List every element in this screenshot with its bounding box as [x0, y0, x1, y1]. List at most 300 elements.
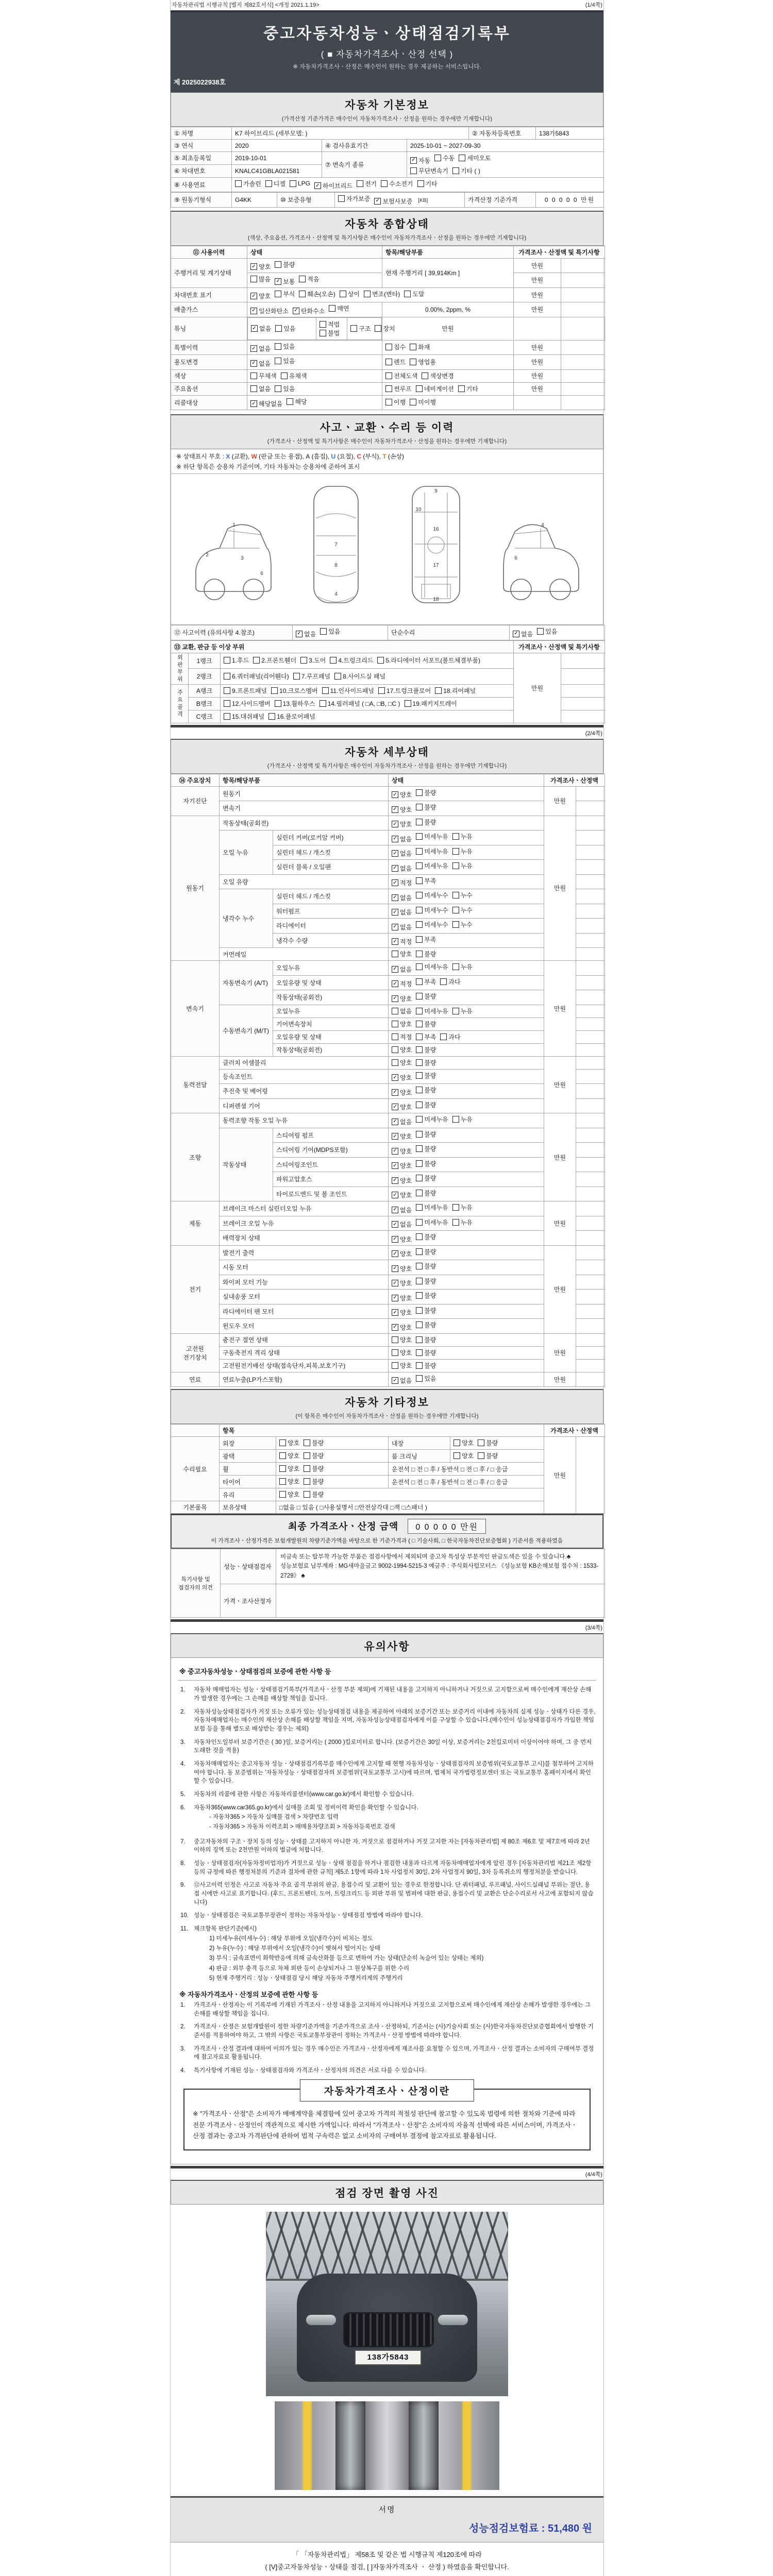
unchecked-box-icon[interactable] — [458, 385, 465, 392]
checkbox-장치[interactable] — [375, 324, 395, 333]
checked-box-icon[interactable]: ✓ — [392, 1148, 398, 1155]
checkbox-기타[interactable] — [417, 179, 438, 188]
unchecked-box-icon[interactable] — [392, 1008, 398, 1014]
unchecked-box-icon[interactable] — [378, 687, 385, 694]
unchecked-box-icon[interactable] — [299, 291, 306, 297]
checkbox-불량[interactable] — [416, 950, 436, 958]
checkbox-적정[interactable] — [392, 1032, 412, 1041]
unchecked-box-icon[interactable] — [416, 1101, 423, 1108]
unchecked-box-icon[interactable] — [392, 1046, 398, 1053]
unchecked-box-icon[interactable] — [350, 325, 357, 332]
unchecked-box-icon[interactable] — [304, 1465, 310, 1472]
unchecked-box-icon[interactable] — [416, 1321, 423, 1328]
checked-box-icon[interactable]: ✓ — [392, 980, 398, 987]
checkbox-있음[interactable] — [537, 627, 557, 636]
checkbox-수소전기[interactable] — [381, 179, 413, 188]
checkbox-불량[interactable] — [416, 1320, 436, 1329]
unchecked-box-icon[interactable] — [478, 1439, 484, 1446]
unchecked-box-icon[interactable] — [392, 1033, 398, 1040]
unchecked-box-icon[interactable] — [410, 399, 416, 405]
unchecked-box-icon[interactable] — [404, 291, 411, 297]
checkbox-불량[interactable] — [416, 1071, 436, 1080]
checkbox-양호[interactable] — [250, 262, 271, 271]
unchecked-box-icon[interactable] — [281, 372, 288, 379]
checkbox-불량[interactable] — [416, 1130, 436, 1139]
unchecked-box-icon[interactable] — [405, 700, 411, 707]
checked-box-icon[interactable]: ✓ — [392, 850, 398, 857]
unchecked-box-icon[interactable] — [392, 1021, 398, 1027]
checkbox-적정[interactable] — [392, 937, 412, 946]
unchecked-box-icon[interactable] — [416, 1087, 423, 1093]
checkbox-양호[interactable] — [392, 1103, 412, 1111]
unchecked-box-icon[interactable] — [452, 892, 459, 899]
checkbox-누유[interactable] — [452, 861, 473, 870]
checked-box-icon[interactable]: ✓ — [392, 879, 398, 886]
checkbox-미세누유[interactable] — [416, 861, 448, 870]
checkbox-적정[interactable] — [392, 878, 412, 887]
unchecked-box-icon[interactable] — [452, 167, 459, 174]
checkbox-8.사이드실 패널[interactable] — [334, 672, 385, 681]
unchecked-box-icon[interactable] — [322, 687, 329, 694]
checkbox-부식[interactable] — [275, 290, 295, 298]
unchecked-box-icon[interactable] — [293, 673, 300, 680]
checkbox-양호[interactable] — [392, 1176, 412, 1185]
checkbox-양호[interactable] — [392, 950, 412, 958]
unchecked-box-icon[interactable] — [452, 1219, 459, 1226]
unchecked-box-icon[interactable] — [364, 291, 371, 297]
checkbox-부족[interactable] — [416, 1032, 436, 1041]
checkbox-있음[interactable] — [275, 384, 295, 393]
checkbox-양호[interactable] — [392, 790, 412, 799]
unchecked-box-icon[interactable] — [416, 819, 423, 825]
unchecked-box-icon[interactable] — [416, 963, 423, 970]
checkbox-불량[interactable] — [416, 1361, 436, 1370]
unchecked-box-icon[interactable] — [279, 1478, 286, 1485]
checked-box-icon[interactable]: ✓ — [392, 1221, 398, 1228]
checkbox-미이행[interactable] — [410, 398, 436, 406]
unchecked-box-icon[interactable] — [416, 921, 423, 928]
checkbox-유채색[interactable] — [281, 371, 307, 380]
checked-box-icon[interactable]: ✓ — [296, 631, 303, 637]
unchecked-box-icon[interactable] — [279, 1491, 286, 1498]
checkbox-없음[interactable] — [392, 849, 412, 858]
checkbox-미세누수[interactable] — [416, 920, 448, 929]
checkbox-불량[interactable] — [304, 1464, 324, 1473]
unchecked-box-icon[interactable] — [275, 700, 281, 707]
checkbox-수동[interactable] — [434, 154, 455, 162]
unchecked-box-icon[interactable] — [392, 1362, 398, 1369]
unchecked-box-icon[interactable] — [416, 1336, 423, 1343]
unchecked-box-icon[interactable] — [416, 1190, 423, 1196]
checkbox-없음[interactable] — [392, 835, 412, 843]
unchecked-box-icon[interactable] — [416, 1307, 423, 1314]
checked-box-icon[interactable]: ✓ — [392, 865, 398, 872]
checkbox-양호[interactable] — [279, 1477, 299, 1486]
checkbox-불량[interactable] — [416, 1277, 436, 1285]
checkbox-해당없음[interactable] — [250, 399, 282, 408]
checkbox-하이브리드[interactable] — [314, 181, 352, 190]
checkbox-디젤[interactable] — [265, 179, 285, 188]
unchecked-box-icon[interactable] — [416, 1131, 423, 1138]
checked-box-icon[interactable]: ✓ — [293, 308, 299, 314]
checkbox-누유[interactable] — [452, 847, 473, 856]
unchecked-box-icon[interactable] — [377, 657, 384, 664]
checkbox-양호[interactable] — [279, 1464, 299, 1473]
unchecked-box-icon[interactable] — [416, 978, 423, 985]
unchecked-box-icon[interactable] — [416, 1033, 423, 1040]
checkbox-불량[interactable] — [416, 1291, 436, 1300]
checked-box-icon[interactable]: ✓ — [392, 1118, 398, 1125]
checkbox-불량[interactable] — [416, 803, 436, 811]
unchecked-box-icon[interactable] — [452, 833, 459, 840]
checkbox-미세누수[interactable] — [416, 891, 448, 900]
unchecked-box-icon[interactable] — [290, 180, 296, 187]
checked-box-icon[interactable]: ✓ — [392, 894, 398, 901]
checkbox-불량[interactable] — [416, 1262, 436, 1270]
unchecked-box-icon[interactable] — [275, 385, 281, 392]
unchecked-box-icon[interactable] — [416, 1059, 423, 1066]
unchecked-box-icon[interactable] — [271, 687, 278, 694]
unchecked-box-icon[interactable] — [320, 628, 327, 635]
checkbox-보험사보증[interactable] — [374, 197, 412, 206]
checkbox-자동[interactable] — [410, 156, 430, 165]
checkbox-이행[interactable] — [385, 398, 406, 406]
checkbox-불량[interactable] — [416, 992, 436, 1001]
unchecked-box-icon[interactable] — [320, 330, 326, 336]
checkbox-부족[interactable] — [416, 935, 436, 944]
unchecked-box-icon[interactable] — [452, 1008, 459, 1014]
checked-box-icon[interactable]: ✓ — [392, 966, 398, 973]
unchecked-box-icon[interactable] — [416, 1263, 423, 1269]
unchecked-box-icon[interactable] — [224, 657, 230, 664]
checkbox-양호[interactable] — [279, 1490, 299, 1499]
checkbox-미세누유[interactable] — [416, 962, 448, 971]
unchecked-box-icon[interactable] — [440, 978, 447, 985]
unchecked-box-icon[interactable] — [416, 1021, 423, 1027]
unchecked-box-icon[interactable] — [304, 1452, 310, 1459]
checkbox-2.프론트휀더[interactable] — [253, 656, 296, 665]
checkbox-전체도색[interactable] — [385, 371, 417, 380]
checked-box-icon[interactable]: ✓ — [392, 1177, 398, 1184]
checkbox-미세누수[interactable] — [416, 906, 448, 914]
checkbox-불량[interactable] — [416, 818, 436, 826]
checkbox-누수[interactable] — [452, 920, 473, 929]
checkbox-화재[interactable] — [410, 343, 430, 351]
checkbox-세미오토[interactable] — [459, 154, 491, 162]
checkbox-없음[interactable] — [392, 923, 412, 931]
checkbox-기타[interactable] — [458, 384, 478, 393]
unchecked-box-icon[interactable] — [416, 1349, 423, 1356]
unchecked-box-icon[interactable] — [320, 321, 326, 328]
checkbox-불량[interactable] — [416, 1045, 436, 1054]
checkbox-없음[interactable] — [392, 864, 412, 873]
checkbox-양호[interactable] — [392, 1132, 412, 1141]
checkbox-누수[interactable] — [452, 891, 473, 900]
checkbox-없음[interactable] — [513, 630, 533, 638]
checkbox-17.트렁크플로어[interactable] — [378, 686, 431, 695]
unchecked-box-icon[interactable] — [275, 291, 281, 297]
unchecked-box-icon[interactable] — [416, 1046, 423, 1053]
checkbox-양호[interactable] — [392, 1058, 412, 1067]
checkbox-미세누유[interactable] — [416, 1203, 448, 1212]
unchecked-box-icon[interactable] — [452, 1204, 459, 1211]
unchecked-box-icon[interactable] — [268, 713, 275, 720]
unchecked-box-icon[interactable] — [392, 1336, 398, 1343]
checked-box-icon[interactable]: ✓ — [392, 1295, 398, 1301]
checkbox-LPG[interactable] — [290, 180, 310, 187]
unchecked-box-icon[interactable] — [381, 180, 388, 187]
unchecked-box-icon[interactable] — [478, 1452, 484, 1459]
unchecked-box-icon[interactable] — [416, 1278, 423, 1284]
checkbox-없음[interactable] — [392, 965, 412, 974]
unchecked-box-icon[interactable] — [385, 399, 392, 405]
unchecked-box-icon[interactable] — [392, 1059, 398, 1066]
checkbox-불량[interactable] — [416, 1189, 436, 1197]
checkbox-영업용[interactable] — [410, 358, 436, 366]
unchecked-box-icon[interactable] — [340, 291, 346, 297]
checkbox-19.패키지트레이[interactable] — [405, 699, 457, 708]
checkbox-양호[interactable] — [392, 1088, 412, 1097]
checked-box-icon[interactable]: ✓ — [392, 1280, 398, 1286]
checkbox-없음[interactable] — [392, 1376, 412, 1385]
checkbox-5.라디에이터 서포트(볼트체결부품)[interactable] — [377, 656, 480, 665]
checkbox-누유[interactable] — [452, 962, 473, 971]
checkbox-불량[interactable] — [304, 1477, 324, 1486]
checkbox-부족[interactable] — [416, 876, 436, 885]
checkbox-도말[interactable] — [404, 290, 424, 298]
checkbox-양호[interactable] — [392, 1191, 412, 1199]
unchecked-box-icon[interactable] — [392, 951, 398, 957]
checkbox-불량[interactable] — [416, 1247, 436, 1256]
checkbox-양호[interactable] — [392, 1249, 412, 1258]
checkbox-양호[interactable] — [392, 1361, 412, 1370]
checked-box-icon[interactable]: ✓ — [392, 836, 398, 842]
unchecked-box-icon[interactable] — [452, 963, 459, 970]
unchecked-box-icon[interactable] — [275, 261, 281, 268]
unchecked-box-icon[interactable] — [224, 687, 230, 694]
checkbox-미세누유[interactable] — [416, 832, 448, 841]
checkbox-색상변경[interactable] — [422, 371, 453, 380]
unchecked-box-icon[interactable] — [416, 1145, 423, 1152]
unchecked-box-icon[interactable] — [385, 359, 392, 365]
checkbox-없음[interactable] — [250, 344, 271, 353]
unchecked-box-icon[interactable] — [330, 657, 337, 664]
unchecked-box-icon[interactable] — [250, 372, 257, 379]
checkbox-변조(변타)[interactable] — [364, 290, 400, 298]
unchecked-box-icon[interactable] — [410, 344, 416, 350]
checkbox-양호[interactable] — [392, 1235, 412, 1244]
checkbox-누유[interactable] — [452, 832, 473, 841]
unchecked-box-icon[interactable] — [537, 628, 544, 635]
checkbox-없음[interactable] — [392, 1206, 412, 1214]
checked-box-icon[interactable]: ✓ — [392, 821, 398, 827]
unchecked-box-icon[interactable] — [416, 385, 423, 392]
checkbox-불량[interactable] — [416, 1159, 436, 1168]
unchecked-box-icon[interactable] — [453, 1439, 460, 1446]
unchecked-box-icon[interactable] — [304, 1491, 310, 1498]
checkbox-있음[interactable] — [275, 342, 295, 351]
unchecked-box-icon[interactable] — [416, 1072, 423, 1079]
checkbox-없음[interactable] — [296, 630, 316, 638]
checkbox-기타 ( )[interactable] — [452, 166, 480, 175]
checkbox-매연[interactable] — [329, 304, 349, 313]
checkbox-12.사이드멤버[interactable] — [224, 699, 271, 708]
checkbox-없음[interactable] — [250, 359, 271, 368]
unchecked-box-icon[interactable] — [279, 1465, 286, 1472]
checkbox-14.필러패널 ( □A, □B, □C )[interactable] — [320, 699, 400, 708]
checkbox-가솔린[interactable] — [235, 179, 261, 188]
unchecked-box-icon[interactable] — [416, 804, 423, 810]
unchecked-box-icon[interactable] — [452, 848, 459, 855]
unchecked-box-icon[interactable] — [279, 1452, 286, 1459]
checkbox-네비게이션[interactable] — [416, 384, 454, 393]
checkbox-보통[interactable] — [275, 277, 295, 286]
checkbox-미세누유[interactable] — [416, 1115, 448, 1124]
checkbox-양호[interactable] — [392, 1294, 412, 1302]
checked-box-icon[interactable]: ✓ — [392, 1074, 398, 1081]
checkbox-양호[interactable] — [392, 994, 412, 1003]
checkbox-양호[interactable] — [250, 292, 271, 300]
checkbox-렌트[interactable] — [385, 358, 406, 366]
checkbox-불량[interactable] — [275, 260, 295, 269]
checkbox-누유[interactable] — [452, 1007, 473, 1015]
unchecked-box-icon[interactable] — [416, 833, 423, 840]
unchecked-box-icon[interactable] — [416, 848, 423, 855]
unchecked-box-icon[interactable] — [434, 155, 441, 161]
unchecked-box-icon[interactable] — [416, 951, 423, 957]
checked-box-icon[interactable]: ✓ — [251, 325, 258, 332]
checkbox-없음[interactable] — [392, 1117, 412, 1126]
checked-box-icon[interactable]: ✓ — [250, 308, 257, 314]
checked-box-icon[interactable]: ✓ — [392, 909, 398, 916]
checkbox-18.리어패널[interactable] — [435, 686, 476, 695]
checkbox-양호[interactable] — [392, 1323, 412, 1332]
checked-box-icon[interactable]: ✓ — [392, 806, 398, 813]
unchecked-box-icon[interactable] — [410, 167, 417, 174]
checkbox-6.쿼터패널(리어휀다)[interactable] — [224, 672, 289, 681]
checkbox-불량[interactable] — [304, 1451, 324, 1460]
unchecked-box-icon[interactable] — [435, 687, 442, 694]
checked-box-icon[interactable]: ✓ — [392, 1133, 398, 1140]
checked-box-icon[interactable]: ✓ — [392, 995, 398, 1002]
checkbox-있음[interactable] — [416, 1374, 436, 1383]
unchecked-box-icon[interactable] — [452, 921, 459, 928]
checkbox-양호[interactable] — [453, 1451, 474, 1460]
unchecked-box-icon[interactable] — [275, 325, 282, 332]
unchecked-box-icon[interactable] — [416, 1116, 423, 1123]
unchecked-box-icon[interactable] — [410, 359, 416, 365]
unchecked-box-icon[interactable] — [224, 673, 230, 680]
checkbox-일산화탄소[interactable] — [250, 307, 289, 315]
unchecked-box-icon[interactable] — [440, 1033, 447, 1040]
unchecked-box-icon[interactable] — [417, 180, 424, 187]
checkbox-1.후드[interactable] — [224, 656, 249, 665]
checkbox-누수[interactable] — [452, 906, 473, 914]
checkbox-양호[interactable] — [392, 1161, 412, 1170]
checkbox-무단변속기[interactable] — [410, 166, 448, 175]
checked-box-icon[interactable]: ✓ — [392, 938, 398, 945]
checked-box-icon[interactable]: ✓ — [392, 1250, 398, 1257]
checkbox-불량[interactable] — [416, 1100, 436, 1109]
checkbox-양호[interactable] — [392, 1020, 412, 1028]
unchecked-box-icon[interactable] — [329, 305, 335, 312]
checkbox-10.크로스멤버[interactable] — [271, 686, 318, 695]
checkbox-상이[interactable] — [340, 290, 360, 298]
unchecked-box-icon[interactable] — [250, 385, 257, 392]
unchecked-box-icon[interactable] — [287, 398, 293, 405]
checked-box-icon[interactable]: ✓ — [513, 631, 519, 637]
checkbox-불량[interactable] — [416, 1174, 436, 1182]
checkbox-구조[interactable] — [350, 324, 371, 333]
checkbox-누유[interactable] — [452, 1218, 473, 1227]
checkbox-불량[interactable] — [304, 1438, 324, 1447]
unchecked-box-icon[interactable] — [275, 358, 281, 364]
checkbox-있음[interactable] — [275, 357, 295, 365]
checkbox-9.프론트패널[interactable] — [224, 686, 267, 695]
checkbox-누유[interactable] — [452, 1115, 473, 1124]
checkbox-없음[interactable] — [392, 893, 412, 902]
checkbox-양호[interactable] — [279, 1438, 299, 1447]
checkbox-누유[interactable] — [452, 1203, 473, 1212]
checked-box-icon[interactable]: ✓ — [392, 1324, 398, 1331]
unchecked-box-icon[interactable] — [338, 195, 345, 202]
checked-box-icon[interactable]: ✓ — [392, 1265, 398, 1272]
checkbox-많음[interactable] — [250, 275, 271, 283]
checked-box-icon[interactable]: ✓ — [250, 400, 257, 407]
checkbox-불량[interactable] — [304, 1490, 324, 1499]
checkbox-양호[interactable] — [453, 1438, 474, 1447]
unchecked-box-icon[interactable] — [253, 657, 260, 664]
unchecked-box-icon[interactable] — [416, 1160, 423, 1167]
unchecked-box-icon[interactable] — [392, 1349, 398, 1356]
checkbox-있음[interactable] — [320, 627, 340, 636]
unchecked-box-icon[interactable] — [453, 1452, 460, 1459]
checked-box-icon[interactable]: ✓ — [392, 1377, 398, 1384]
unchecked-box-icon[interactable] — [422, 372, 428, 379]
unchecked-box-icon[interactable] — [275, 343, 281, 350]
checkbox-양호[interactable] — [392, 820, 412, 828]
checked-box-icon[interactable]: ✓ — [250, 360, 257, 367]
checkbox-16.플로어패널[interactable] — [268, 712, 315, 721]
unchecked-box-icon[interactable] — [224, 713, 230, 720]
unchecked-box-icon[interactable] — [416, 1233, 423, 1240]
checked-box-icon[interactable]: ✓ — [374, 198, 381, 205]
checkbox-불량[interactable] — [416, 1086, 436, 1094]
checked-box-icon[interactable]: ✓ — [392, 1162, 398, 1169]
checkbox-양호[interactable] — [392, 1147, 412, 1156]
checked-box-icon[interactable]: ✓ — [392, 791, 398, 798]
checkbox-불량[interactable] — [478, 1451, 498, 1460]
checkbox-불량[interactable] — [416, 1058, 436, 1067]
checkbox-적법[interactable] — [320, 320, 340, 329]
checkbox-적정[interactable] — [392, 979, 412, 988]
checked-box-icon[interactable]: ✓ — [392, 1309, 398, 1316]
checked-box-icon[interactable]: ✓ — [392, 1104, 398, 1110]
checkbox-불량[interactable] — [416, 1232, 436, 1241]
checkbox-과다[interactable] — [440, 977, 460, 986]
checkbox-있음[interactable] — [275, 324, 295, 333]
checkbox-불량[interactable] — [416, 1144, 436, 1153]
unchecked-box-icon[interactable] — [299, 276, 306, 282]
unchecked-box-icon[interactable] — [385, 344, 392, 350]
checkbox-자가보증[interactable] — [338, 194, 370, 203]
checkbox-없음[interactable] — [392, 1007, 412, 1015]
checkbox-미세누유[interactable] — [416, 847, 448, 856]
unchecked-box-icon[interactable] — [250, 276, 257, 282]
unchecked-box-icon[interactable] — [452, 1116, 459, 1123]
checkbox-탄화수소[interactable] — [293, 307, 325, 315]
checkbox-양호[interactable] — [392, 805, 412, 814]
